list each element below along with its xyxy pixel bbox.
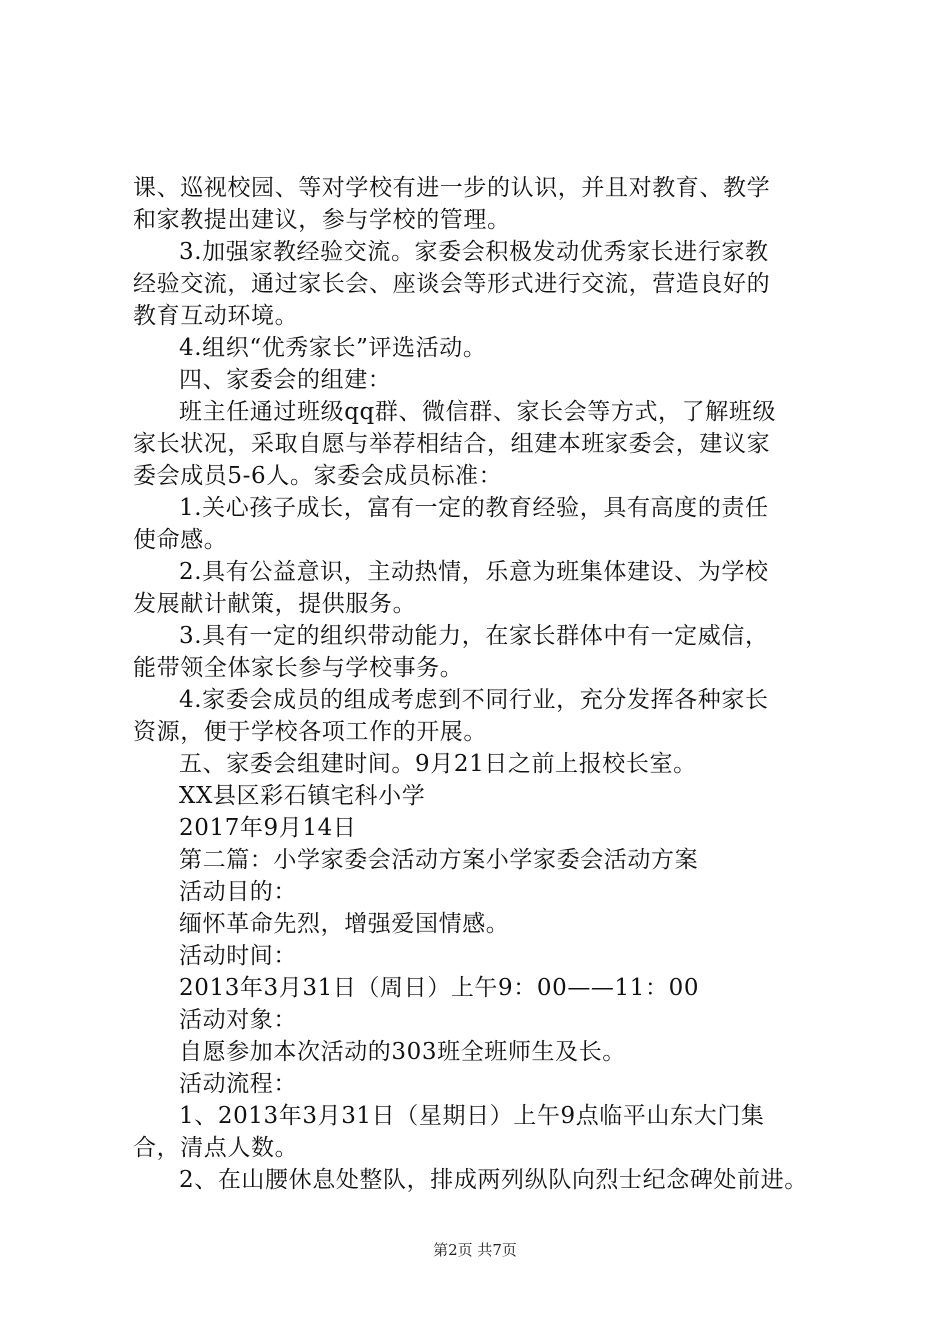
page-footer: 第2页 共7页 [433, 1241, 517, 1259]
text-line: 课、巡视校园、等对学校有进一步的认识，并且对教育、教学 [133, 175, 771, 201]
text-line: 1、2013年3月31日（星期日）上午9点临平山东大门集 [179, 1103, 765, 1129]
text-line: 3.加强家教经验交流。家委会积极发动优秀家长进行家教 [179, 239, 769, 265]
text-line: 能带领全体家长参与学校事务。 [133, 655, 464, 681]
text-line: 活动对象： [179, 1007, 297, 1033]
text-line: 四、家委会的组建： [179, 367, 392, 393]
text-line: 1.关心孩子成长，富有一定的教育经验，具有高度的责任 [179, 495, 769, 521]
text-line: 发展献计献策，提供服务。 [133, 591, 417, 617]
text-line: 活动目的： [179, 879, 297, 905]
text-line: 第二篇：小学家委会活动方案小学家委会活动方案 [179, 847, 699, 873]
text-line: 五、家委会组建时间。9月21日之前上报校长室。 [179, 751, 697, 777]
text-line: 活动时间： [179, 943, 297, 969]
text-line: 资源，便于学校各项工作的开展。 [133, 719, 487, 745]
text-line: 2017年9月14日 [179, 815, 357, 841]
text-line: 2、在山腰休息处整队，排成两列纵队向烈士纪念碑处前进。 [179, 1167, 808, 1193]
text-line: 和家教提出建议，参与学校的管理。 [133, 207, 511, 233]
text-line: 经验交流，通过家长会、座谈会等形式进行交流，营造良好的 [133, 271, 771, 297]
text-line: 家长状况，采取自愿与举荐相结合，组建本班家委会，建议家 [133, 431, 771, 457]
text-line: 2013年3月31日（周日）上午9：00——11：00 [179, 975, 700, 1001]
text-line: XX县区彩石镇宅科小学 [179, 783, 426, 809]
text-line: 班主任通过班级qq群、微信群、家长会等方式，了解班级 [179, 399, 777, 425]
text-line: 缅怀革命先烈，增强爱国情感。 [179, 911, 510, 937]
text-line: 使命感。 [133, 527, 228, 553]
text-line: 教育互动环境。 [133, 303, 299, 329]
text-line: 合，清点人数。 [133, 1135, 299, 1161]
document-body [133, 172, 838, 1196]
text-line: 3.具有一定的组织带动能力，在家长群体中有一定威信， [179, 623, 769, 649]
text-line: 4.家委会成员的组成考虑到不同行业，充分发挥各种家长 [179, 687, 769, 713]
text-line: 委会成员5-6人。家委会成员标准： [133, 463, 503, 489]
text-line: 2.具有公益意识，主动热情，乐意为班集体建设、为学校 [179, 559, 769, 585]
text-line: 自愿参加本次活动的303班全班师生及长。 [179, 1039, 626, 1065]
text-line: 活动流程： [179, 1071, 297, 1097]
text-line: 4.组织“优秀家长”评选活动。 [179, 335, 487, 361]
